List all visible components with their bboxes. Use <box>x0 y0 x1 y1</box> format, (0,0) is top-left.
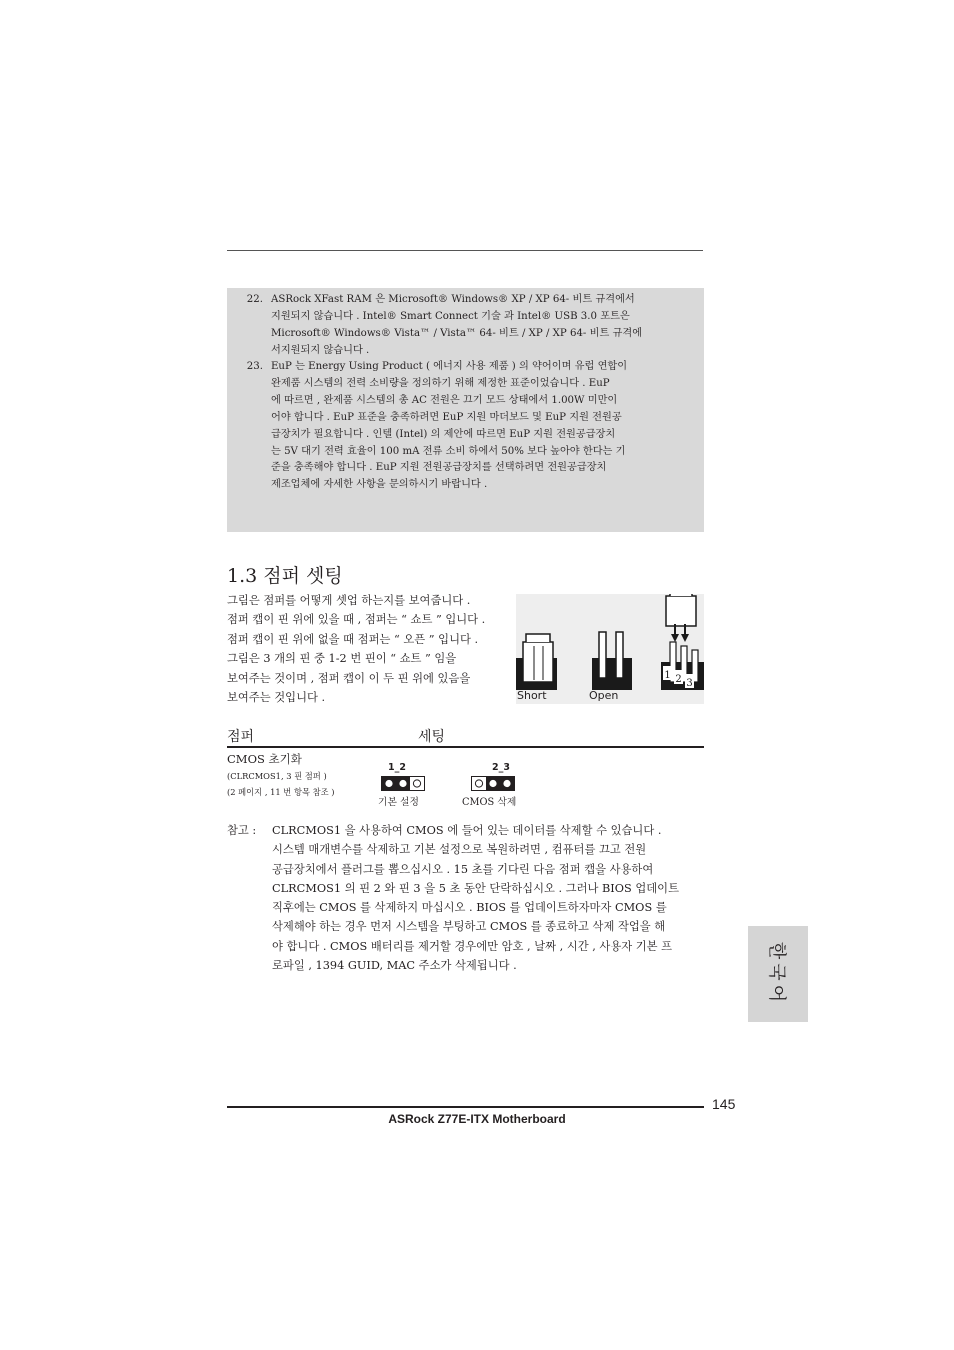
intro-line: 그림은 점퍼를 어떻게 셋업 하는지를 보여줍니다 . <box>227 594 471 607</box>
pin-number-1: 1 <box>664 670 671 681</box>
note-body-line: 삭제해야 하는 경우 먼저 시스템을 부팅하고 CMOS 를 종료하고 삭제 작업을 해 <box>272 920 666 934</box>
note-line: 제조업체에 자세한 사항을 문의하시기 바랍니다 . <box>271 479 488 491</box>
note-line: EuP 는 Energy Using Product ( 에너지 사용 제품 ) 의 약어이며 유럽 연합이 <box>271 361 628 372</box>
note-line: Microsoft® Windows® Vista™ / Vista™ 64- 비트 / XP / XP 64- 비트 규격에 <box>271 327 643 339</box>
note-line: 는 5V 대기 전력 효율이 100 mA 전류 소비 하에서 50% 보다 높아야 한다는 기 <box>271 445 626 457</box>
note-line: 에 따르면 , 완제품 시스템의 총 AC 전원은 끄기 모드 상태에서 1.00W 미만이 <box>271 394 618 406</box>
jumper-clear-cmos-setting <box>471 776 515 791</box>
table-header-rule <box>227 746 704 748</box>
intro-line: 보여주는 것이며 , 점퍼 캡이 이 두 핀 위에 있음을 <box>227 671 471 685</box>
short-jumper-drawing <box>516 634 557 690</box>
intro-line: 그림은 3 개의 핀 중 1-2 번 핀이 “ 쇼트 ” 임을 <box>227 652 457 666</box>
intro-line: 점퍼 캡이 핀 위에 없을 때 점퍼는 “ 오픈 ” 입니다 . <box>227 632 479 646</box>
pin-number-3: 3 <box>686 678 693 689</box>
note-body-line: 로파일 , 1394 GUID, MAC 주소가 삭제됩니다 . <box>272 959 517 973</box>
clear-cmos-caption: CMOS 삭제 <box>462 797 517 808</box>
top-rule <box>227 250 703 251</box>
pin-number-2: 2 <box>675 674 682 685</box>
three-pin-jumper-drawing <box>661 594 704 690</box>
notes-box <box>227 288 704 532</box>
language-tab-label: 한국어 <box>766 941 787 1007</box>
pin-label-1-2: 1_2 <box>388 762 406 773</box>
clear-cmos-page-ref: (2 페이지 , 11 번 항목 참조 ) <box>227 787 335 797</box>
note-22 <box>246 292 663 360</box>
note-number: 22. <box>246 294 263 305</box>
jumper-column-header: 점퍼 <box>227 729 255 745</box>
pin-label-2-3: 2_3 <box>492 762 510 773</box>
clear-cmos-subtitle: (CLRCMOS1, 3 핀 점퍼 ) <box>227 771 327 781</box>
note-line: ASRock XFast RAM 은 Microsoft® Windows® XP / XP 64- 비트 규격에서 <box>271 294 635 305</box>
language-tab <box>748 926 808 1022</box>
footer-rule <box>227 1106 704 1108</box>
note-line: 완제품 시스템의 전력 소비량을 정의하기 위해 제정한 표준이었습니다 . EuP <box>271 377 610 389</box>
page-number: 145 <box>712 1096 736 1112</box>
note-body-line: 직후에는 CMOS 를 삭제하지 마십시오 . BIOS 를 업데이트하자마자 CMOS 를 <box>272 901 667 915</box>
note-line: 어야 합니다 . EuP 표준을 충족하려면 EuP 지원 마더보드 및 EuP 지원 전원공 <box>271 411 622 423</box>
note-line: 급장치가 필요합니다 . 인텔 (Intel) 의 제안에 따르면 EuP 지원 전원공급장치 <box>271 428 616 440</box>
note-body-line: CLRCMOS1 의 핀 2 와 핀 3 을 5 초 동안 단락하십시오 . 그러나 BIOS 업데이트 <box>272 881 680 895</box>
note-body-line: CLRCMOS1 을 사용하여 CMOS 에 들어 있는 데이터를 삭제할 수 있습니다 . <box>272 824 662 837</box>
jumper-default-setting <box>381 776 425 791</box>
intro-line: 보여주는 것입니다 . <box>227 691 326 705</box>
jumper-illustration <box>516 594 704 704</box>
note-line: 지원되지 않습니다 . Intel® Smart Connect 기술 과 Intel® USB 3.0 포트은 <box>271 310 630 322</box>
note-body-line: 야 합니다 . CMOS 배터리를 제거할 경우에만 암호 , 날짜 , 시간 , 사용자 기본 프 <box>272 939 673 953</box>
footer-title: ASRock Z77E-ITX Motherboard <box>388 1112 566 1126</box>
note-23 <box>246 359 663 494</box>
section-intro <box>227 591 517 707</box>
jumper-diagram <box>516 594 704 704</box>
note-line: 서지원되지 않습니다 . <box>271 344 370 356</box>
note-number: 23. <box>246 361 263 372</box>
clear-cmos-title: CMOS 초기화 <box>227 752 302 766</box>
note-body-line: 공급장치에서 플러그를 뽑으십시오 . 15 초를 기다린 다음 점퍼 캡을 사용하여 <box>272 862 654 876</box>
note-body <box>272 821 704 975</box>
note-label: 참고 : <box>227 824 257 837</box>
note-body-line: 시스템 매개변수를 삭제하고 기본 설정으로 복원하려면 , 컴퓨터를 끄고 전원 <box>272 843 647 857</box>
section-title: 1.3 점퍼 셋팅 <box>227 565 343 587</box>
note-line: 준을 충족해야 합니다 . EuP 지원 전원공급장치를 선택하려면 전원공급장치 <box>271 462 607 474</box>
intro-line: 점퍼 캡이 핀 위에 있을 때 , 점퍼는 “ 쇼트 ” 입니다 . <box>227 613 486 627</box>
setting-column-header: 세팅 <box>418 729 446 745</box>
default-setting-caption: 기본 설정 <box>378 797 419 808</box>
open-jumper-drawing <box>592 632 632 690</box>
short-label: Short <box>517 689 547 702</box>
open-label: Open <box>589 689 619 702</box>
